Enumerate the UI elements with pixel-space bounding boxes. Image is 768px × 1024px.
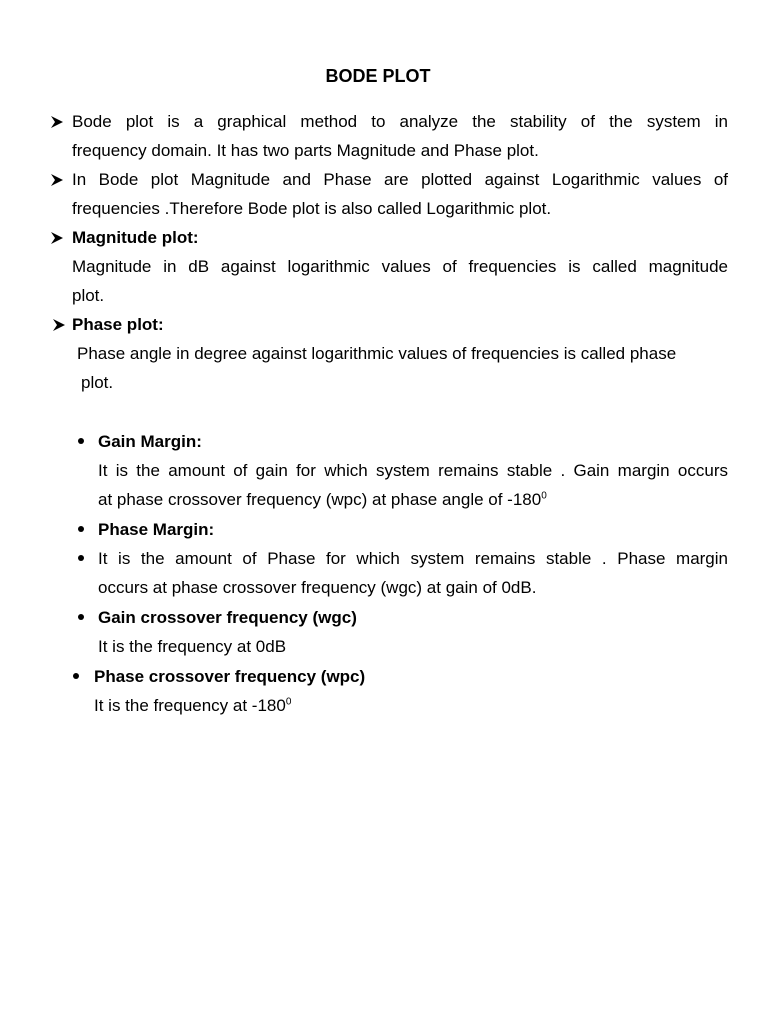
bullet-heading: Gain crossover frequency (wgc) [98, 608, 357, 627]
section-heading: Phase plot: [72, 315, 164, 334]
paragraph-line: plot. [72, 286, 105, 305]
paragraph-text: at phase crossover frequency (wpc) at phase angle of -180 [98, 490, 542, 509]
page-title: BODE PLOT [325, 66, 431, 86]
degree-superscript: 0 [541, 490, 547, 502]
arrow-bullet-icon [50, 107, 64, 136]
paragraph-line: frequency domain. It has two parts Magnitude and Phase plot. [72, 141, 539, 160]
paragraph-line [98, 485, 547, 514]
bullet-heading: Phase crossover frequency (wpc) [94, 667, 366, 686]
paragraph-line: It is the amount of gain for which system remains stable . Gain margin occurs [98, 461, 728, 480]
paragraph-line: Phase angle in degree against logarithmic values of frequencies is called phase [77, 344, 677, 363]
arrow-bullet-icon [50, 223, 64, 252]
arrow-bullet-icon [52, 310, 66, 339]
bullet-dot-icon [78, 438, 84, 444]
paragraph-line: Bode plot is a graphical method to analyze the stability of the system in [72, 112, 728, 131]
bullet-dot-icon [78, 614, 84, 620]
paragraph-line: It is the frequency at 0dB [98, 637, 287, 656]
paragraph-line: frequencies .Therefore Bode plot is also called Logarithmic plot. [72, 199, 552, 218]
paragraph-line: It is the amount of Phase for which system remains stable . Phase margin [98, 549, 728, 568]
paragraph-line [94, 691, 291, 720]
paragraph-text: It is the frequency at -180 [94, 696, 286, 715]
bullet-dot-icon [78, 526, 84, 532]
bullet-dot-icon [78, 555, 84, 561]
arrow-bullet-icon [50, 165, 64, 194]
bullet-heading: Gain Margin: [98, 432, 202, 451]
paragraph-line: In Bode plot Magnitude and Phase are plotted against Logarithmic values of [72, 170, 728, 189]
degree-superscript: 0 [285, 696, 292, 708]
bullet-dot-icon [73, 673, 79, 679]
paragraph-line: occurs at phase crossover frequency (wgc) at gain of 0dB. [98, 578, 537, 597]
bullet-heading: Phase Margin: [98, 520, 215, 539]
section-heading: Magnitude plot: [72, 228, 199, 247]
paragraph-line: Magnitude in dB against logarithmic values of frequencies is called magnitude [72, 257, 728, 276]
paragraph-line: plot. [81, 373, 114, 392]
